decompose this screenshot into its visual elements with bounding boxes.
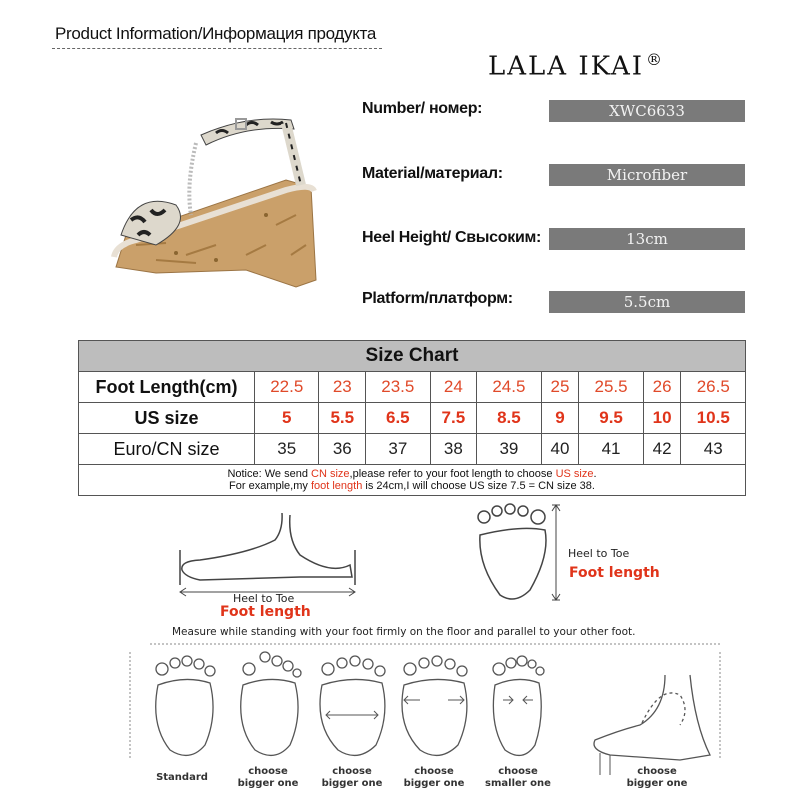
foot-label-choose: choose [414,766,454,777]
foot-type-narrow [493,656,544,755]
sole-foot-illustration [478,504,560,600]
notice-text: . [593,468,597,480]
euro-size-cell: 43 [681,434,746,465]
foot-label-choose: choose [332,766,372,777]
euro-size-cell: 41 [579,434,643,465]
page-title: Product Information/Информация продукта [55,24,377,43]
foot-label-standard: Standard [156,772,208,783]
foot-length-cell: 24.5 [477,372,541,403]
foot-label-size: bigger one [237,778,299,789]
us-size-cell: 10 [643,403,681,434]
foot-type-wide-arrows [402,656,467,755]
us-size-cell: 5.5 [319,403,366,434]
foot-length-cell: 26 [643,372,681,403]
euro-size-cell: 37 [366,434,430,465]
euro-size-cell: 36 [319,434,366,465]
foot-label-size: bigger one [403,778,465,789]
foot-label-choose: choose [637,766,677,777]
foot-length-cell: 23.5 [366,372,430,403]
notice-highlight: US size [555,468,594,480]
foot-type-high-instep [594,675,710,775]
table-row [79,372,746,403]
size-chart-title: Size Chart [79,341,746,372]
spec-value-platform: 5.5cm [549,291,745,313]
foot-measurement-diagram [0,495,800,800]
spec-label-heel-height: Heel Height/ Свысоким: [362,229,542,246]
title-underline [52,48,382,49]
foot-length-cell: 26.5 [681,372,746,403]
us-size-cell: 10.5 [681,403,746,434]
spec-value-heel-height: 13cm [549,228,745,250]
row-label-foot-length: Foot Length(cm) [79,372,255,403]
sandal-product-image [96,95,336,300]
notice-text: is 24cm,I will choose US size 7.5 = CN size 38. [362,480,595,492]
size-notice [79,465,746,496]
foot-label-choose: choose [498,766,538,777]
brand-registered-mark: ® [646,50,665,69]
notice-highlight: CN size [311,468,350,480]
notice-row [79,465,746,496]
heel-to-toe-left-label: Heel to Toe [233,592,295,605]
foot-length-cell: 23 [319,372,366,403]
brand-name: LALA IKAI [488,51,645,82]
table-row [79,403,746,434]
size-chart-table [78,340,746,496]
foot-length-cell: 22.5 [255,372,319,403]
foot-label-size: bigger one [321,778,383,789]
spec-value-material: Microfiber [549,164,745,186]
foot-label-size: smaller one [485,778,551,789]
foot-label-choose: choose [248,766,288,777]
euro-size-cell: 38 [430,434,477,465]
row-label-euro-cn-size: Euro/CN size [79,434,255,465]
us-size-cell: 9.5 [579,403,643,434]
notice-text: ,please refer to your foot length to choose [349,468,556,480]
euro-size-cell: 35 [255,434,319,465]
foot-type-standard [156,656,215,755]
side-foot-illustration [180,513,355,596]
us-size-cell: 7.5 [430,403,477,434]
us-size-cell: 6.5 [366,403,430,434]
us-size-cell: 9 [541,403,579,434]
spec-value-number: XWC6633 [549,100,745,122]
spec-label-platform: Platform/платформ: [362,290,513,307]
spec-label-number: Number/ номер: [362,100,483,117]
foot-length-right-label: Foot length [569,565,660,581]
foot-length-cell: 25 [541,372,579,403]
euro-size-cell: 40 [541,434,579,465]
foot-type-long-second-toe [241,652,301,755]
heel-to-toe-right-label: Heel to Toe [568,547,630,560]
notice-text: For example,my [229,480,311,492]
foot-label-size: bigger one [626,778,688,789]
row-label-us-size: US size [79,403,255,434]
us-size-cell: 5 [255,403,319,434]
us-size-cell: 8.5 [477,403,541,434]
spec-label-material: Material/материал: [362,165,503,182]
foot-length-left-label: Foot length [220,604,311,620]
notice-highlight: foot length [310,480,363,492]
measure-instruction: Measure while standing with your foot firmly on the floor and parallel to your other foot. [172,626,636,638]
notice-text: Notice: We send [227,468,311,480]
table-row [79,434,746,465]
brand-logo [488,50,664,82]
foot-length-cell: 25.5 [579,372,643,403]
euro-size-cell: 42 [643,434,681,465]
euro-size-cell: 39 [477,434,541,465]
foot-length-cell: 24 [430,372,477,403]
size-chart-title-row [79,341,746,372]
foot-type-wide [320,656,385,755]
